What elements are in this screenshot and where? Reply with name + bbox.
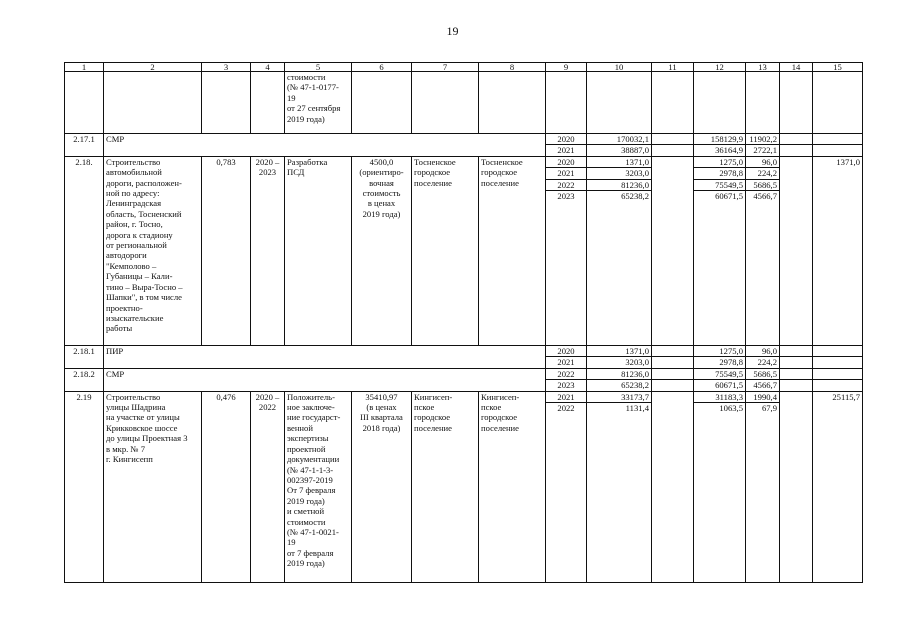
item-number: 2.18.2 [65, 368, 104, 391]
total-cell: 33173,7 [587, 391, 652, 402]
year-cell: 2022 [546, 179, 587, 190]
header-cell: 3 [202, 63, 251, 72]
period-cell: 2020 – 2023 [251, 156, 285, 345]
header-cell: 4 [251, 63, 285, 72]
customer-cell: Кингисеп- пское городское поселение [412, 391, 479, 582]
continued-row [65, 72, 863, 134]
local-cell: 2722,1 [746, 145, 780, 156]
table-row [65, 391, 863, 402]
year-cell: 2023 [546, 380, 587, 391]
header-cell: 1 [65, 63, 104, 72]
year-cell: 2022 [546, 403, 587, 583]
total-cell: 1131,4 [587, 403, 652, 583]
item-label: СМР [104, 134, 546, 157]
table-row [65, 134, 863, 145]
year-cell: 2020 [546, 156, 587, 167]
program-table [64, 62, 863, 583]
header-cell: 12 [694, 63, 746, 72]
local-cell: 4566,7 [746, 191, 780, 346]
regional-cell: 60671,5 [694, 380, 746, 391]
item-number: 2.19 [65, 391, 104, 582]
header-cell: 10 [587, 63, 652, 72]
item-number: 2.18. [65, 156, 104, 345]
header-cell: 15 [813, 63, 863, 72]
year-cell: 2020 [546, 346, 587, 357]
item-label: СМР [104, 368, 546, 391]
balance-cell: 1371,0 [813, 156, 863, 345]
total-cell: 81236,0 [587, 179, 652, 190]
regional-cell: 75549,5 [694, 368, 746, 379]
local-cell: 5686,5 [746, 368, 780, 379]
local-cell: 11902,2 [746, 134, 780, 145]
header-cell: 7 [412, 63, 479, 72]
header-cell: 6 [352, 63, 412, 72]
local-cell: 96,0 [746, 346, 780, 357]
year-cell: 2021 [546, 357, 587, 368]
local-cell: 4566,7 [746, 380, 780, 391]
year-cell: 2021 [546, 391, 587, 402]
cost-cell: 35410,97 (в ценах III квартала 2018 года) [352, 391, 412, 582]
capacity-cell: 0,783 [202, 156, 251, 345]
header-cell: 2 [104, 63, 202, 72]
local-cell: 67,9 [746, 403, 780, 583]
regional-cell: 2978,8 [694, 357, 746, 368]
year-cell: 2023 [546, 191, 587, 346]
local-cell: 224,2 [746, 168, 780, 179]
total-cell: 1371,0 [587, 346, 652, 357]
header-cell: 5 [285, 63, 352, 72]
total-cell: 65238,2 [587, 380, 652, 391]
header-cell: 14 [780, 63, 813, 72]
header-cell: 11 [652, 63, 694, 72]
total-cell: 1371,0 [587, 156, 652, 167]
local-cell: 96,0 [746, 156, 780, 167]
page-number: 19 [446, 24, 459, 38]
local-cell: 1990,4 [746, 391, 780, 402]
regional-cell: 2978,8 [694, 168, 746, 179]
expertise-cell: стоимости (№ 47-1-0177- 19 от 27 сентября 2019 года) [285, 72, 352, 134]
customer-cell: Тосненское городское поселение [412, 156, 479, 345]
cost-cell: 4500,0 (ориентиро- вочная стоимость в ценах 2019 года) [352, 156, 412, 345]
header-cell: 9 [546, 63, 587, 72]
regional-cell: 1275,0 [694, 346, 746, 357]
local-cell: 224,2 [746, 357, 780, 368]
document-cell: Разработка ПСД [285, 156, 352, 345]
column-number-header [65, 63, 863, 72]
item-number: 2.18.1 [65, 346, 104, 369]
year-cell: 2021 [546, 168, 587, 179]
object-name: Строительство улицы Шадрина на участке от улицы Крикковское шоссе до улицы Проектная 3 в мкр. № 7 г. Кингисепп [104, 391, 202, 582]
regional-cell: 75549,5 [694, 179, 746, 190]
balance-cell: 25115,7 [813, 391, 863, 582]
regional-cell: 1275,0 [694, 156, 746, 167]
document-cell: Положитель- ное заключе- ние государст- венной экспертизы проектной документации (№ 47-1-1-3- 002397-2019 От 7 февраля 2019 года) и сметной стоимости (№ 47-1-0021- 19 от 7 февраля 2019 года) [285, 391, 352, 582]
capacity-cell: 0,476 [202, 391, 251, 582]
local-cell: 5686,5 [746, 179, 780, 190]
total-cell: 38887,0 [587, 145, 652, 156]
total-cell: 3203,0 [587, 168, 652, 179]
owner-cell: Кингисеп- пское городское поселение [479, 391, 546, 582]
regional-cell: 60671,5 [694, 191, 746, 346]
year-cell: 2022 [546, 368, 587, 379]
year-cell: 2021 [546, 145, 587, 156]
regional-cell: 36164,9 [694, 145, 746, 156]
item-label: ПИР [104, 346, 546, 369]
owner-cell: Тосненское городское поселение [479, 156, 546, 345]
total-cell: 81236,0 [587, 368, 652, 379]
total-cell: 3203,0 [587, 357, 652, 368]
table-row [65, 346, 863, 357]
regional-cell: 31183,3 [694, 391, 746, 402]
object-name: Строительство автомобильной дороги, расположен- ной по адресу: Ленинградская область, Тосненский район, г. Тосно, дорога к стадиону от региональной автодороги "Кемполово – Губаницы – Кали- тино – Выра-Тосно – Шапки", в том числе проектно- изыскательские работы [104, 156, 202, 345]
period-cell: 2020 – 2022 [251, 391, 285, 582]
total-cell: 170032,1 [587, 134, 652, 145]
regional-cell: 1063,5 [694, 403, 746, 583]
total-cell: 65238,2 [587, 191, 652, 346]
year-cell: 2020 [546, 134, 587, 145]
regional-cell: 158129,9 [694, 134, 746, 145]
table-row [65, 368, 863, 379]
header-cell: 13 [746, 63, 780, 72]
item-number: 2.17.1 [65, 134, 104, 157]
table-row [65, 156, 863, 167]
header-cell: 8 [479, 63, 546, 72]
